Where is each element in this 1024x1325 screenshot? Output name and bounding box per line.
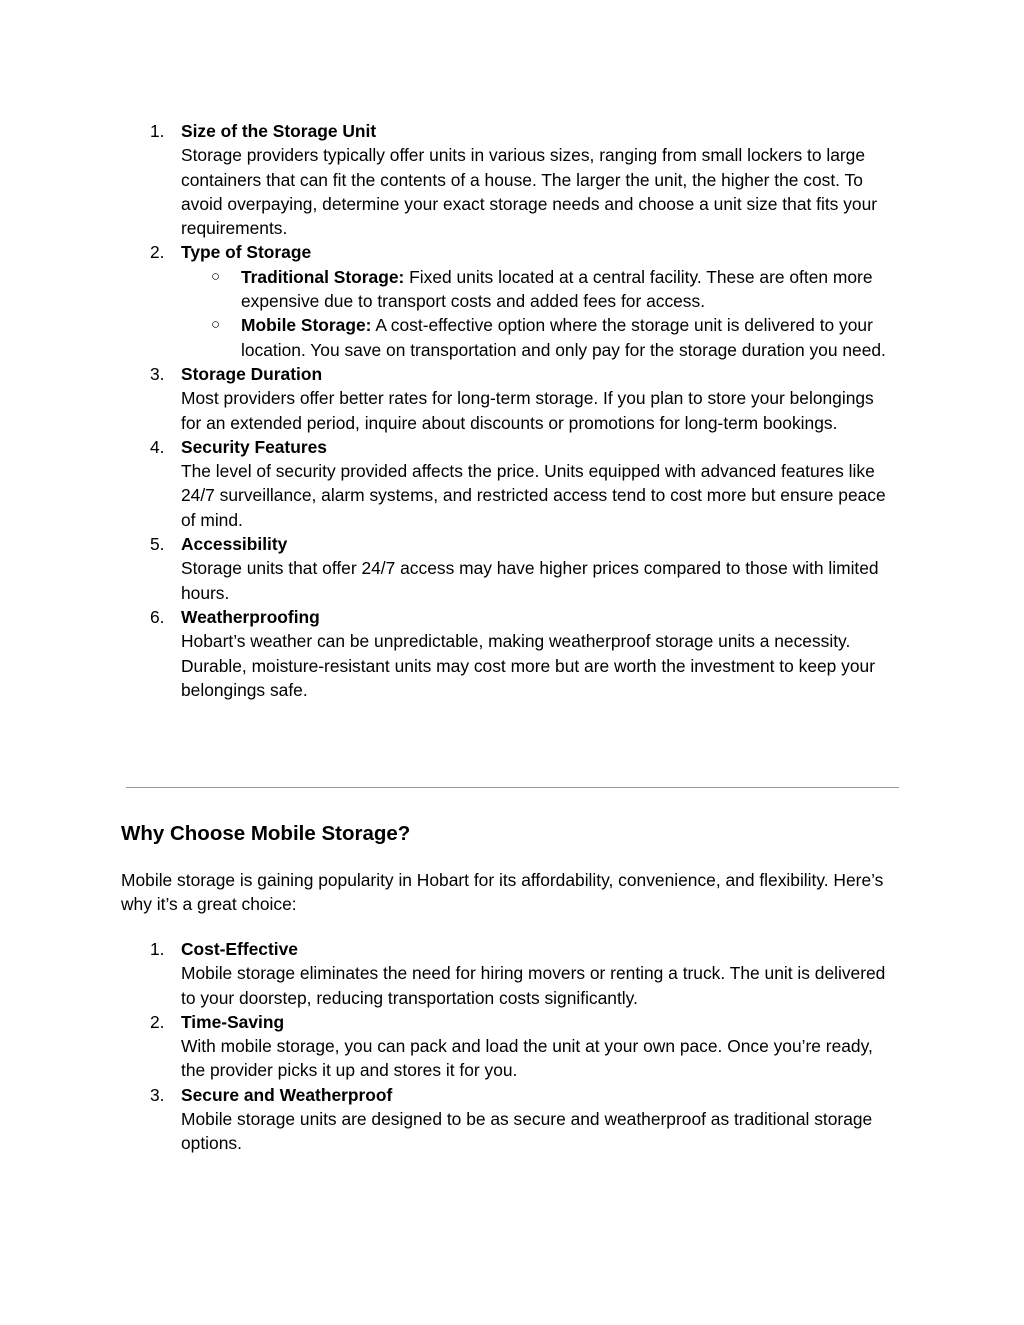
item-title: Secure and Weatherproof bbox=[181, 1084, 393, 1105]
item-number: 3. bbox=[150, 1084, 165, 1105]
item-title: Accessibility bbox=[181, 534, 288, 555]
hollow-circle-bullet-icon: ○ bbox=[211, 316, 221, 334]
list-item bbox=[0, 1010, 891, 1083]
item-number: 1. bbox=[150, 939, 165, 959]
sub-item-text: A cost-effective option where the storage unit is delivered to your location. You save on transportation and only pay for the storage duration you need. bbox=[241, 315, 886, 360]
item-body: Mobile storage eliminates the need for hiring movers or renting a truck. The unit is delivered to your doorstep, reducing transportation costs significantly. bbox=[181, 963, 886, 1008]
item-body: Most providers offer better rates for long-term storage. If you plan to store your belongings for an extended period, inquire about discounts or promotions for long-term bookings. bbox=[181, 388, 874, 433]
sub-item-text: Fixed units located at a central facility. These are often more expensive due to transport costs and added fees for access. bbox=[241, 266, 873, 312]
item-title: Weatherproofing bbox=[181, 606, 320, 627]
item-body: Storage providers typically offer units in various sizes, ranging from small lockers to large containers that can fit the contents of a house. The larger the unit, the higher the cost. To avoid overpaying, determine your exact storage needs and choose a unit size that fits your requirements. bbox=[181, 145, 878, 239]
item-title: Cost-Effective bbox=[181, 939, 298, 959]
list-item bbox=[0, 362, 891, 435]
item-body: The level of security provided affects the price. Units equipped with advanced features like 24/7 surveillance, alarm systems, and restricted access tend to cost more but ensure peace of mind. bbox=[181, 461, 886, 530]
mobile-storage-reasons-list bbox=[0, 937, 1024, 1156]
sub-item-label: Mobile Storage: bbox=[241, 315, 372, 336]
storage-cost-factors-list bbox=[0, 119, 1024, 702]
list-item bbox=[0, 605, 891, 702]
list-item bbox=[0, 240, 891, 361]
item-title: Storage Duration bbox=[181, 363, 323, 384]
item-title: Size of the Storage Unit bbox=[181, 121, 377, 141]
list-item bbox=[0, 1083, 891, 1156]
item-body: Mobile storage units are designed to be as secure and weatherproof as traditional storage options. bbox=[181, 1109, 873, 1154]
item-number: 1. bbox=[150, 121, 165, 141]
sub-item-label: Traditional Storage: bbox=[241, 266, 405, 287]
sub-list-item bbox=[181, 265, 891, 314]
item-body: Storage units that offer 24/7 access may have higher prices compared to those with limited hours. bbox=[181, 558, 879, 603]
item-number: 2. bbox=[150, 242, 165, 263]
item-number: 5. bbox=[150, 534, 165, 555]
horizontal-divider bbox=[126, 787, 899, 788]
item-title: Time-Saving bbox=[181, 1011, 285, 1032]
list-item bbox=[0, 532, 891, 605]
sub-list-item bbox=[181, 313, 891, 362]
list-item bbox=[0, 435, 891, 532]
hollow-circle-bullet-icon: ○ bbox=[211, 267, 221, 285]
item-number: 2. bbox=[150, 1011, 165, 1032]
list-item bbox=[0, 937, 891, 1010]
item-title: Security Features bbox=[181, 436, 327, 457]
item-number: 4. bbox=[150, 436, 165, 457]
item-title: Type of Storage bbox=[181, 242, 312, 263]
item-body: With mobile storage, you can pack and load the unit at your own pace. Once you’re ready, the provider picks it up and stores it for you. bbox=[181, 1036, 873, 1081]
item-body: Hobart’s weather can be unpredictable, making weatherproof storage units a necessity. Durable, moisture-resistant units may cost more but are worth the investment to keep your belongings safe. bbox=[181, 631, 875, 700]
section-heading: Why Choose Mobile Storage? bbox=[121, 822, 411, 845]
list-item bbox=[0, 119, 891, 240]
item-number: 3. bbox=[150, 363, 165, 384]
item-number: 6. bbox=[150, 606, 165, 627]
section-intro: Mobile storage is gaining popularity in Hobart for its affordability, convenience, and flexibility. Here’s why it’s a great choice: bbox=[121, 870, 884, 915]
